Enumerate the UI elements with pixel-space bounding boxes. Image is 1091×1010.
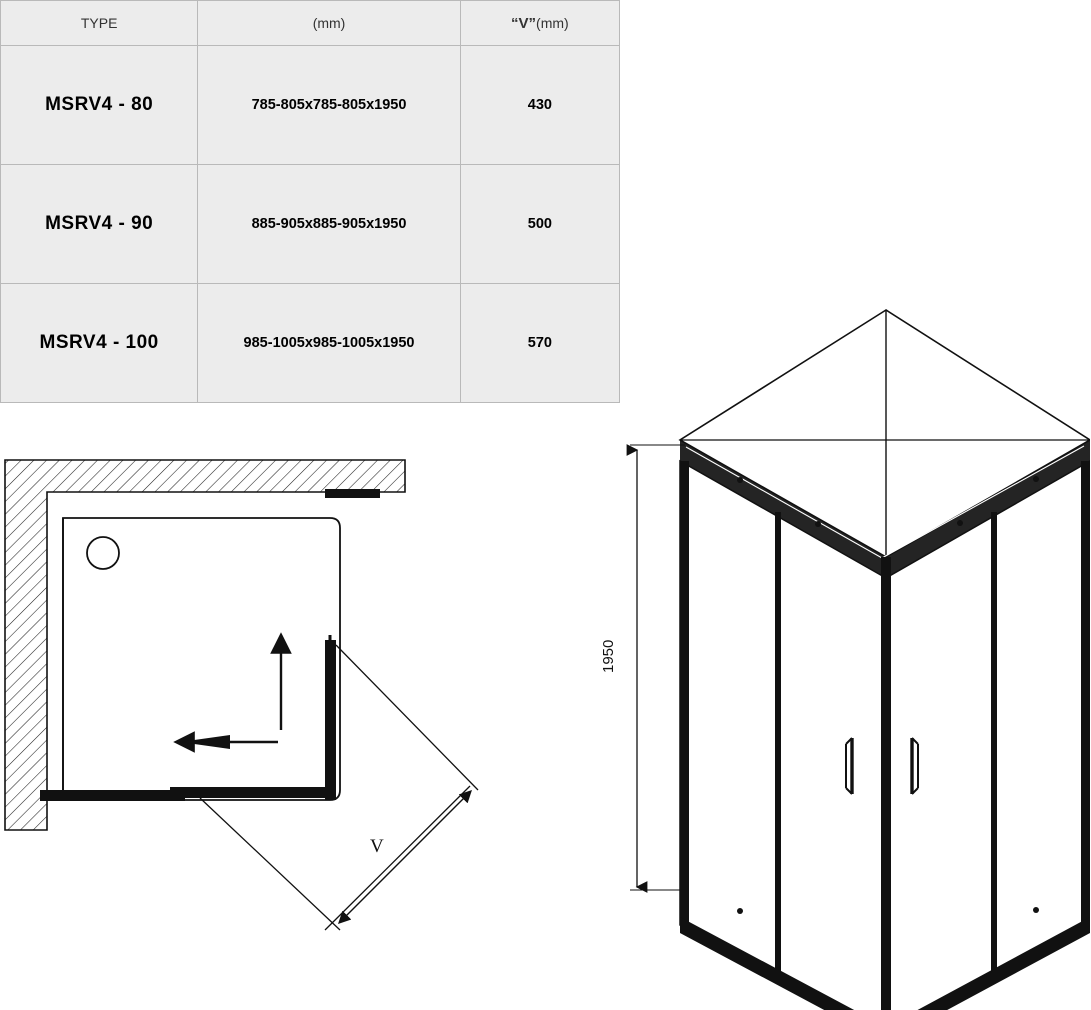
- header-dimensions: (mm): [198, 1, 460, 46]
- cell-v: 500: [460, 165, 619, 284]
- table-row: [1, 46, 620, 165]
- specification-table: [0, 0, 620, 403]
- cell-type: MSRV4 - 100: [1, 284, 198, 403]
- table-header-row: [1, 1, 620, 46]
- header-type: TYPE: [1, 1, 198, 46]
- corner-post: [881, 557, 891, 1010]
- table-row: [1, 284, 620, 403]
- cell-dimensions: 985-1005x985-1005x1950: [198, 284, 460, 403]
- cell-type: MSRV4 - 90: [1, 165, 198, 284]
- cell-v: 430: [460, 46, 619, 165]
- isometric-view-drawing: [590, 265, 1090, 1010]
- v-dimension-label: V: [370, 836, 384, 857]
- cell-v: 570: [460, 284, 619, 403]
- cell-dimensions: 885-905x885-905x1950: [198, 165, 460, 284]
- header-v-unit: (mm): [536, 14, 569, 31]
- plan-view-drawing: [0, 430, 510, 960]
- shower-tray-outline: [63, 518, 340, 800]
- cell-type: MSRV4 - 80: [1, 46, 198, 165]
- table-row: [1, 165, 620, 284]
- cell-dimensions: 785-805x785-805x1950: [198, 46, 460, 165]
- header-v-symbol: “V”: [511, 14, 537, 32]
- header-v: [460, 1, 619, 46]
- height-dimension-label: 1950: [600, 639, 617, 673]
- height-dimension: [600, 445, 685, 890]
